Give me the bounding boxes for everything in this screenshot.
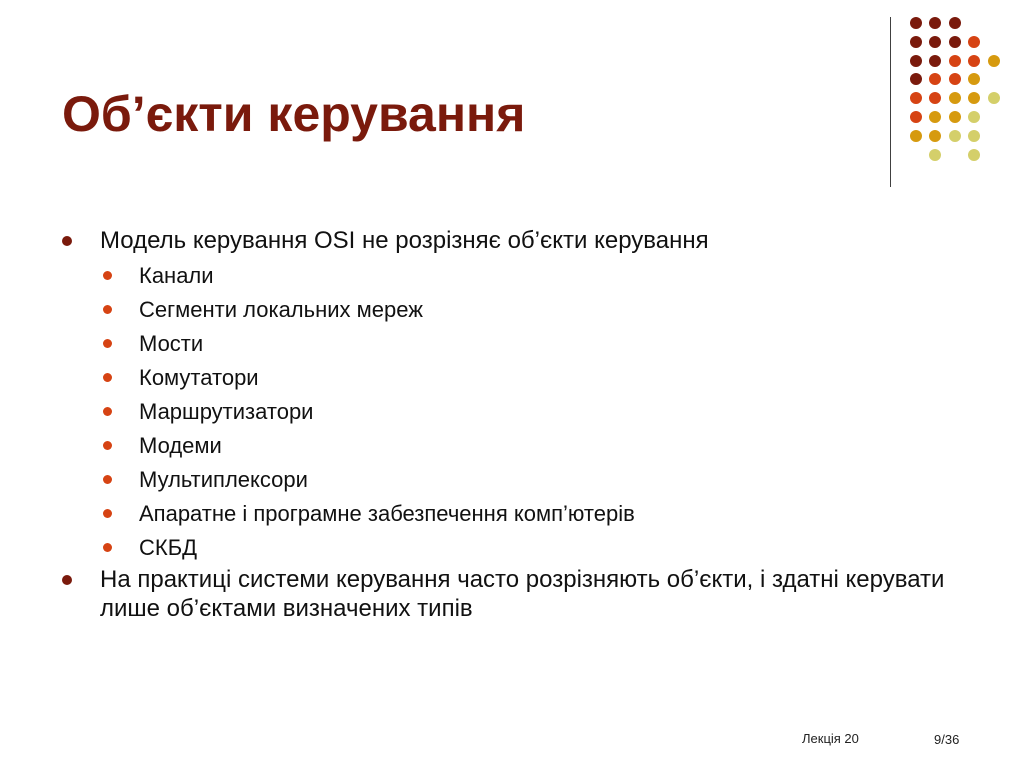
bullet-item	[60, 226, 960, 255]
sub-bullet-item	[60, 463, 960, 497]
slide-body	[60, 226, 960, 627]
bullet-dot-icon	[103, 543, 112, 552]
sub-bullet-text: Мости	[139, 331, 204, 356]
sub-bullet-item	[60, 429, 960, 463]
bullet-dot-icon	[103, 373, 112, 382]
decorative-dot-grid	[901, 14, 1009, 164]
sub-bullet-item	[60, 327, 960, 361]
sub-bullet-text: Мультиплексори	[139, 467, 308, 492]
sub-bullet-text: Сегменти локальних мереж	[139, 297, 423, 322]
sub-bullet-text: Модеми	[139, 433, 222, 458]
bullet-dot-icon	[103, 305, 112, 314]
bullet-text: Модель керування OSI не розрізняє об’єкти керування	[100, 227, 709, 254]
bullet-dot-icon	[103, 271, 112, 280]
bullet-item	[60, 565, 960, 623]
bullet-dot-icon	[103, 475, 112, 484]
sub-bullet-item	[60, 531, 960, 565]
bullet-dot-icon	[103, 509, 112, 518]
footer-page-number: 9/36	[934, 732, 960, 747]
bullet-dot-icon	[103, 407, 112, 416]
bullet-text: На практиці системи керування часто розрізняють об’єкти, і здатні керувати лише об’єктами визначених типів	[100, 566, 945, 622]
bullet-dot-icon	[62, 575, 72, 585]
sub-bullet-item	[60, 259, 960, 293]
title-divider-line	[890, 17, 891, 187]
footer-lecture-label: Лекція 20	[802, 731, 859, 746]
sub-bullet-text: Комутатори	[139, 365, 259, 390]
sub-bullet-text: Маршрутизатори	[139, 399, 314, 424]
sub-bullet-item	[60, 293, 960, 327]
sub-bullet-list	[60, 259, 960, 565]
bullet-dot-icon	[103, 441, 112, 450]
sub-bullet-text: Канали	[139, 263, 214, 288]
sub-bullet-text: Апаратне і програмне забезпечення комп’ютерів	[139, 501, 635, 526]
bullet-dot-icon	[62, 236, 72, 246]
sub-bullet-item	[60, 395, 960, 429]
bullet-dot-icon	[103, 339, 112, 348]
slide-title: Об’єкти керування	[62, 86, 526, 142]
sub-bullet-text: СКБД	[139, 535, 198, 560]
sub-bullet-item	[60, 497, 960, 531]
sub-bullet-item	[60, 361, 960, 395]
